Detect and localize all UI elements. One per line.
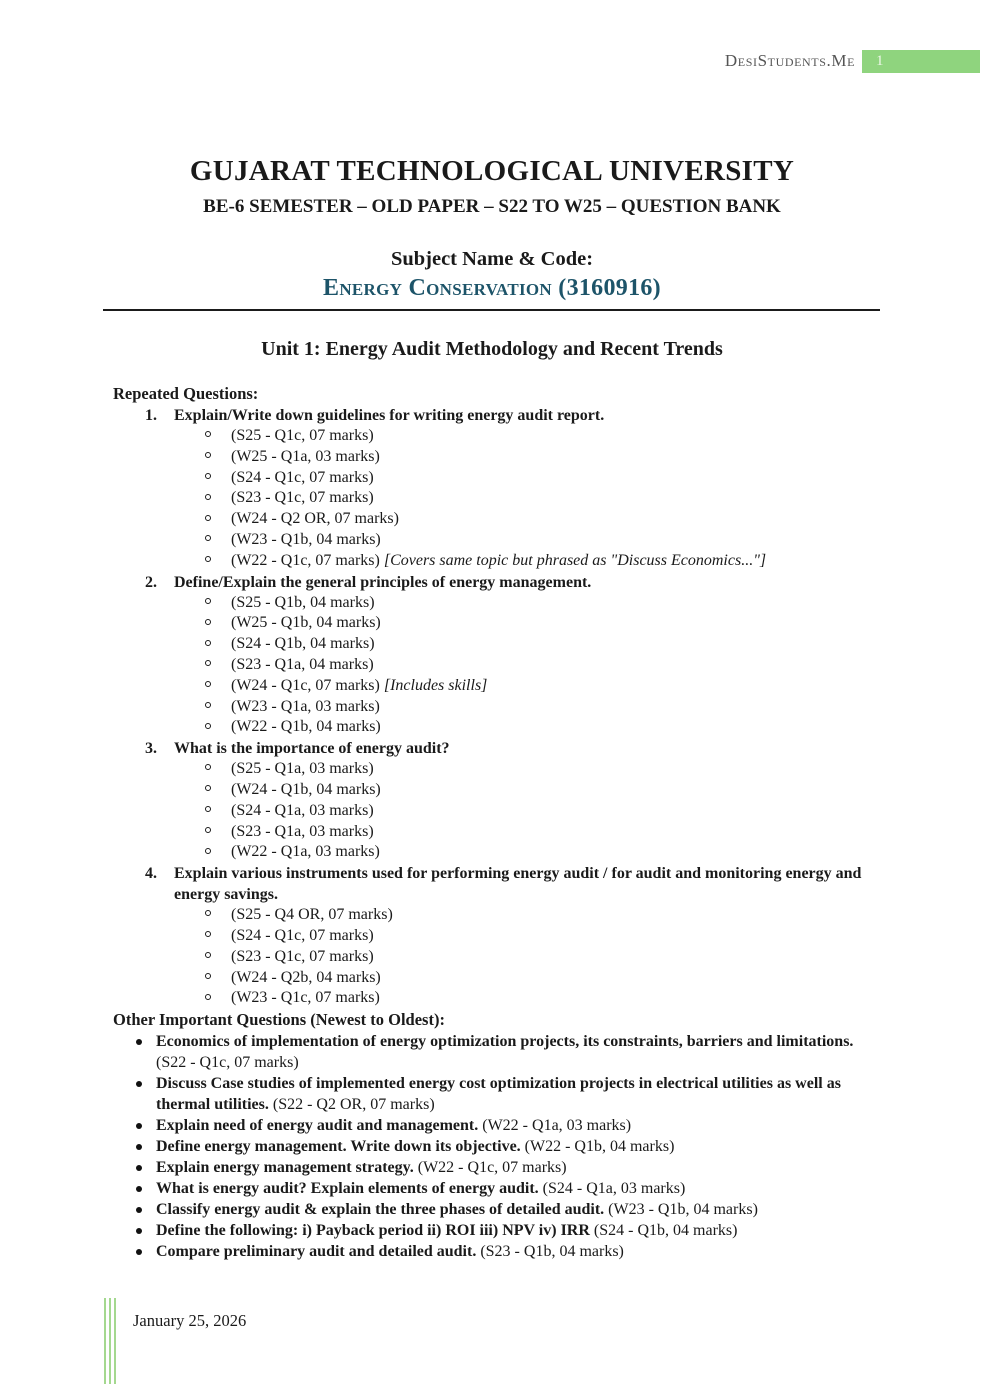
question-number: 4. bbox=[145, 865, 157, 883]
question-text: Explain/Write down guidelines for writing energy audit report. bbox=[174, 407, 605, 424]
occurrence-ref: (S25 - Q1b, 04 marks) bbox=[231, 593, 375, 611]
other-question-item bbox=[113, 1157, 876, 1178]
occurrence-ref: (S24 - Q1c, 07 marks) bbox=[231, 926, 374, 944]
other-question-body bbox=[156, 1157, 567, 1178]
other-question-ref: (S23 - Q1b, 04 marks) bbox=[480, 1243, 624, 1261]
circle-bullet-icon bbox=[205, 640, 211, 646]
dot-bullet-icon bbox=[136, 1039, 142, 1045]
other-question-body bbox=[156, 1220, 737, 1241]
other-question-item bbox=[113, 1241, 876, 1262]
circle-bullet-icon bbox=[205, 431, 211, 437]
occurrence-ref: (W23 - Q1b, 04 marks) bbox=[231, 530, 381, 548]
unit-title: Unit 1: Energy Audit Methodology and Recent Trends bbox=[261, 338, 723, 360]
circle-bullet-icon bbox=[205, 723, 211, 729]
other-questions-heading: Other Important Questions (Newest to Oldest): bbox=[113, 1010, 445, 1030]
occurrence-item bbox=[113, 488, 876, 509]
occurrence-item bbox=[113, 551, 876, 572]
repeated-questions-list bbox=[113, 405, 876, 1009]
circle-bullet-icon bbox=[205, 494, 211, 500]
occurrence-ref: (W25 - Q1b, 04 marks) bbox=[231, 614, 381, 632]
other-question-item bbox=[113, 1115, 876, 1136]
occurrence-item bbox=[113, 447, 876, 468]
footer-date: January 25, 2026 bbox=[133, 1311, 247, 1330]
occurrence-ref: (W23 - Q1c, 07 marks) bbox=[231, 989, 380, 1007]
circle-bullet-icon bbox=[205, 681, 211, 687]
occurrence-ref: (W24 - Q1c, 07 marks) bbox=[231, 676, 380, 694]
other-question-ref: (S22 - Q2 OR, 07 marks) bbox=[272, 1096, 435, 1114]
other-question-body bbox=[156, 1115, 631, 1136]
occurrence-item bbox=[113, 530, 876, 551]
series-subtitle: BE-6 SEMESTER – OLD PAPER – S22 TO W25 – QUESTION BANK bbox=[203, 196, 781, 217]
occurrence-ref: (W24 - Q1b, 04 marks) bbox=[231, 780, 381, 798]
other-question-ref: (W22 - Q1a, 03 marks) bbox=[482, 1117, 632, 1135]
other-question-item bbox=[113, 1220, 876, 1241]
occurrence-item bbox=[113, 801, 876, 822]
question-text: Explain various instruments used for performing energy audit / for audit and monitoring energy and energy savings. bbox=[174, 865, 862, 904]
dot-bullet-icon bbox=[136, 1249, 142, 1255]
occurrence-item bbox=[113, 822, 876, 843]
question-item bbox=[113, 405, 876, 426]
other-question-item bbox=[113, 1136, 876, 1157]
occurrence-item bbox=[113, 842, 876, 863]
occurrence-ref: (S23 - Q1a, 03 marks) bbox=[231, 822, 374, 840]
occurrence-item bbox=[113, 426, 876, 447]
occurrence-item bbox=[113, 676, 876, 697]
occurrence-item bbox=[113, 926, 876, 947]
occurrence-item bbox=[113, 905, 876, 926]
occurrence-note: [Covers same topic but phrased as "Discuss Economics..."] bbox=[379, 551, 767, 569]
university-title: GUJARAT TECHNOLOGICAL UNIVERSITY bbox=[189, 155, 795, 187]
other-question-body bbox=[156, 1136, 674, 1157]
circle-bullet-icon bbox=[205, 702, 211, 708]
occurrence-item bbox=[113, 947, 876, 968]
question-item bbox=[113, 738, 876, 759]
other-questions-list bbox=[113, 1031, 876, 1262]
occurrence-item bbox=[113, 759, 876, 780]
question-number: 1. bbox=[145, 407, 157, 424]
other-question-item bbox=[113, 1199, 876, 1220]
occurrence-ref: (W24 - Q2 OR, 07 marks) bbox=[231, 510, 399, 528]
other-question-body bbox=[156, 1031, 876, 1073]
question-number: 2. bbox=[145, 573, 157, 591]
dot-bullet-icon bbox=[136, 1228, 142, 1234]
occurrence-ref: (S24 - Q1b, 04 marks) bbox=[231, 635, 375, 653]
other-question-item bbox=[113, 1073, 876, 1115]
site-name: DesiStudents.Me bbox=[724, 51, 855, 70]
circle-bullet-icon bbox=[205, 515, 211, 521]
other-question-text: Discuss Case studies of implemented energy cost optimization projects in electrical utilities as well as thermal utilities. bbox=[156, 1075, 841, 1114]
circle-bullet-icon bbox=[205, 619, 211, 625]
occurrence-item bbox=[113, 780, 876, 801]
occurrence-ref: (S23 - Q1c, 07 marks) bbox=[231, 947, 374, 965]
occurrence-item bbox=[113, 468, 876, 489]
dot-bullet-icon bbox=[136, 1186, 142, 1192]
circle-bullet-icon bbox=[205, 973, 211, 979]
other-question-text: Economics of implementation of energy optimization projects, its constraints, barriers and limitations. bbox=[156, 1033, 854, 1051]
occurrence-ref: (W25 - Q1a, 03 marks) bbox=[231, 447, 380, 465]
circle-bullet-icon bbox=[205, 806, 211, 812]
other-question-ref: (S22 - Q1c, 07 marks) bbox=[156, 1054, 299, 1072]
other-question-text: Compare preliminary audit and detailed audit. bbox=[156, 1243, 481, 1261]
other-question-body bbox=[156, 1073, 876, 1115]
occurrence-ref: (S25 - Q1a, 03 marks) bbox=[231, 760, 374, 778]
occurrence-ref: (S23 - Q1a, 04 marks) bbox=[231, 655, 374, 673]
occurrence-ref: (W22 - Q1c, 07 marks) bbox=[231, 551, 380, 569]
masthead bbox=[0, 0, 984, 303]
dot-bullet-icon bbox=[136, 1165, 142, 1171]
circle-bullet-icon bbox=[205, 785, 211, 791]
occurrence-item bbox=[113, 613, 876, 634]
circle-bullet-icon bbox=[205, 764, 211, 770]
question-text: What is the importance of energy audit? bbox=[174, 740, 450, 758]
circle-bullet-icon bbox=[205, 473, 211, 479]
circle-bullet-icon bbox=[205, 452, 211, 458]
other-question-item bbox=[113, 1178, 876, 1199]
occurrence-ref: (W24 - Q2b, 04 marks) bbox=[231, 968, 381, 986]
dot-bullet-icon bbox=[136, 1081, 142, 1087]
question-item bbox=[113, 863, 876, 905]
repeated-questions-heading: Repeated Questions: bbox=[113, 384, 259, 403]
dot-bullet-icon bbox=[136, 1144, 142, 1150]
occurrence-note: [Includes skills] bbox=[379, 676, 488, 694]
page-number: 1 bbox=[876, 53, 884, 69]
occurrence-item bbox=[113, 655, 876, 676]
circle-bullet-icon bbox=[205, 848, 211, 854]
divider-rule bbox=[103, 309, 880, 311]
circle-bullet-icon bbox=[205, 994, 211, 1000]
other-question-ref: (S24 - Q1a, 03 marks) bbox=[542, 1180, 686, 1198]
other-question-text: Define energy management. Write down its objective. bbox=[156, 1138, 525, 1156]
question-number: 3. bbox=[145, 740, 157, 758]
occurrence-item bbox=[113, 634, 876, 655]
occurrence-item bbox=[113, 697, 876, 718]
occurrence-ref: (S24 - Q1a, 03 marks) bbox=[231, 801, 374, 819]
other-question-text: Explain need of energy audit and management. bbox=[156, 1117, 483, 1135]
circle-bullet-icon bbox=[205, 556, 211, 562]
other-question-text: What is energy audit? Explain elements of energy audit. bbox=[156, 1180, 543, 1198]
occurrence-ref: (W22 - Q1b, 04 marks) bbox=[231, 718, 381, 736]
subject-label: Subject Name & Code: bbox=[390, 248, 594, 270]
occurrence-ref: (W22 - Q1a, 03 marks) bbox=[231, 843, 380, 861]
occurrence-ref: (S23 - Q1c, 07 marks) bbox=[231, 489, 374, 507]
occurrence-item bbox=[113, 968, 876, 989]
other-question-ref: (W23 - Q1b, 04 marks) bbox=[608, 1201, 758, 1219]
footer-accent-bars-icon bbox=[104, 1298, 116, 1384]
circle-bullet-icon bbox=[205, 827, 211, 833]
other-question-text: Define the following: i) Payback period ii) ROI iii) NPV iv) IRR bbox=[156, 1222, 594, 1240]
occurrence-ref: (S24 - Q1c, 07 marks) bbox=[231, 468, 374, 486]
question-bank-content bbox=[113, 383, 876, 1262]
question-item bbox=[113, 572, 876, 593]
occurrence-ref: (W23 - Q1a, 03 marks) bbox=[231, 697, 380, 715]
circle-bullet-icon bbox=[205, 598, 211, 604]
occurrence-item bbox=[113, 988, 876, 1009]
occurrence-ref: (S25 - Q1c, 07 marks) bbox=[231, 427, 374, 444]
occurrence-item bbox=[113, 593, 876, 614]
occurrence-ref: (S25 - Q4 OR, 07 marks) bbox=[231, 906, 393, 924]
other-question-body bbox=[156, 1178, 685, 1199]
dot-bullet-icon bbox=[136, 1123, 142, 1129]
other-question-text: Classify energy audit & explain the three phases of detailed audit. bbox=[156, 1201, 609, 1219]
other-question-ref: (W22 - Q1b, 04 marks) bbox=[524, 1138, 675, 1156]
other-question-item bbox=[113, 1031, 876, 1073]
subject-name-code: Energy Conservation (3160916) bbox=[323, 275, 661, 301]
circle-bullet-icon bbox=[205, 910, 211, 916]
circle-bullet-icon bbox=[205, 535, 211, 541]
occurrence-item bbox=[113, 509, 876, 530]
page-number-badge bbox=[862, 50, 980, 73]
other-question-text: Explain energy management strategy. bbox=[156, 1159, 418, 1177]
circle-bullet-icon bbox=[205, 660, 211, 666]
other-question-ref: (W22 - Q1c, 07 marks) bbox=[417, 1159, 567, 1177]
other-question-body bbox=[156, 1241, 624, 1262]
dot-bullet-icon bbox=[136, 1207, 142, 1213]
circle-bullet-icon bbox=[205, 952, 211, 958]
occurrence-item bbox=[113, 717, 876, 738]
other-question-ref: (S24 - Q1b, 04 marks) bbox=[593, 1222, 738, 1240]
question-text: Define/Explain the general principles of energy management. bbox=[174, 573, 592, 591]
circle-bullet-icon bbox=[205, 931, 211, 937]
other-question-body bbox=[156, 1199, 758, 1220]
